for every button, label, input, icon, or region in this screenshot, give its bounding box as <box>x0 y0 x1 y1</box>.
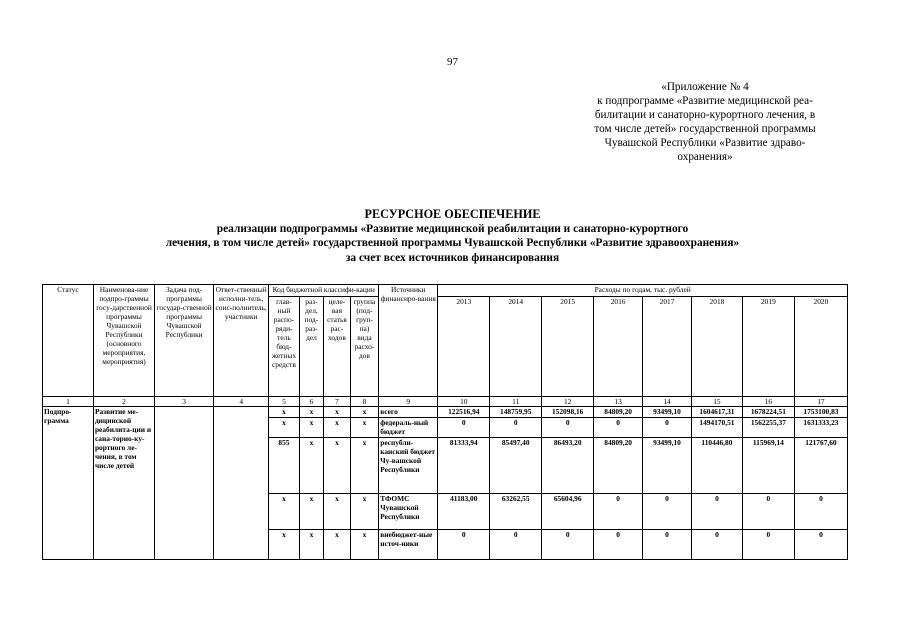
value-cell: 0 <box>643 494 692 530</box>
appendix-line: том числе детей» государственной программы <box>594 123 816 135</box>
value-cell: 0 <box>542 530 594 560</box>
value-cell: 84809,20 <box>594 438 643 494</box>
code-main-cell: x <box>269 418 300 438</box>
col-number: 7 <box>324 397 350 407</box>
code-section-cell: x <box>299 530 323 560</box>
col-number: 2 <box>93 397 154 407</box>
header-sources: Источники финансиро-вания <box>379 285 438 397</box>
header-code-section: раз-дел, под-раз-дел <box>299 297 323 397</box>
code-target-cell: x <box>324 494 350 530</box>
table-row <box>43 407 848 418</box>
col-number: 16 <box>742 397 794 407</box>
header-year: 2015 <box>542 297 594 397</box>
header-budget-code: Код бюджетной классифи-кации <box>269 285 379 297</box>
title-line: лечения, в том числе детей» государственной программы Чувашской Республики «Развитие здравоохранения» <box>165 237 740 249</box>
value-cell: 148759,95 <box>490 407 542 418</box>
title-line: за счет всех источников финансирования <box>345 251 560 264</box>
appendix-line: охранения» <box>677 151 733 163</box>
col-number: 10 <box>438 397 490 407</box>
value-cell: 0 <box>643 418 692 438</box>
value-cell: 86493,20 <box>542 438 594 494</box>
value-cell: 121767,60 <box>794 438 847 494</box>
value-cell: 152098,16 <box>542 407 594 418</box>
header-year: 2019 <box>742 297 794 397</box>
col-number: 8 <box>350 397 379 407</box>
code-section-cell: x <box>299 438 323 494</box>
value-cell: 0 <box>691 530 742 560</box>
header-expenses: Расходы по годам, тыс. рублей <box>438 285 848 297</box>
page-number: 97 <box>447 56 458 68</box>
col-number: 14 <box>643 397 692 407</box>
col-number: 6 <box>299 397 323 407</box>
appendix-note <box>560 80 850 164</box>
value-cell: 0 <box>438 530 490 560</box>
header-status: Статус <box>43 285 94 397</box>
appendix-line: «Приложение № 4 <box>661 81 749 93</box>
value-cell: 65604,96 <box>542 494 594 530</box>
col-number: 15 <box>691 397 742 407</box>
document-title <box>0 207 905 265</box>
value-cell: 93499,10 <box>643 438 692 494</box>
code-group-cell: x <box>350 530 379 560</box>
value-cell: 81333,94 <box>438 438 490 494</box>
col-number: 17 <box>794 397 847 407</box>
value-cell: 0 <box>742 494 794 530</box>
value-cell: 0 <box>691 494 742 530</box>
header-code-target: целе-вая статья рас-ходов <box>324 297 350 397</box>
title-line: реализации подпрограммы «Развитие медицинской реабилитации и санаторно-курортного <box>216 222 689 235</box>
value-cell: 1678224,51 <box>742 407 794 418</box>
col-number: 12 <box>542 397 594 407</box>
value-cell: 1631333,23 <box>794 418 847 438</box>
header-year: 2013 <box>438 297 490 397</box>
col-number: 5 <box>269 397 300 407</box>
appendix-line: к подпрограмме «Развитие медицинской реа- <box>597 95 813 107</box>
value-cell: 41183,00 <box>438 494 490 530</box>
value-cell: 0 <box>742 530 794 560</box>
code-target-cell: x <box>324 407 350 418</box>
source-cell: внебюджет-ные источ-ники <box>379 530 438 560</box>
header-code-group: группа (под-груп-па) вида расхо-дов <box>350 297 379 397</box>
value-cell: 85497,40 <box>490 438 542 494</box>
header-task: Задача под-программы государ-ственной программы Чувашской Республики <box>155 285 214 397</box>
column-number-row <box>43 397 848 407</box>
source-cell: ТФОМС Чувашской Республики <box>379 494 438 530</box>
code-group-cell: x <box>350 407 379 418</box>
value-cell: 0 <box>794 530 847 560</box>
value-cell: 0 <box>438 418 490 438</box>
status-cell: Подпро-грамма <box>43 407 94 560</box>
responsible-cell <box>214 407 269 560</box>
code-main-cell: x <box>269 530 300 560</box>
value-cell: 0 <box>490 418 542 438</box>
code-target-cell: x <box>324 438 350 494</box>
value-cell: 0 <box>594 530 643 560</box>
header-year: 2016 <box>594 297 643 397</box>
code-group-cell: x <box>350 418 379 438</box>
col-number: 11 <box>490 397 542 407</box>
value-cell: 0 <box>643 530 692 560</box>
source-cell: федераль-ный бюджет <box>379 418 438 438</box>
header-code-main: глав-ный распо-ряди-тель бюд-жетных средств <box>269 297 300 397</box>
col-number: 13 <box>594 397 643 407</box>
source-cell: республи-канский бюджет Чу-вашской Республики <box>379 438 438 494</box>
value-cell: 0 <box>594 418 643 438</box>
code-section-cell: x <box>299 407 323 418</box>
program-name-cell: Развитие ме-дицинской реабилита-ции и сана-торно-ку-рортного ле-чения, в том числе детей <box>93 407 154 560</box>
header-year: 2017 <box>643 297 692 397</box>
value-cell: 0 <box>490 530 542 560</box>
code-target-cell: x <box>324 530 350 560</box>
col-number: 3 <box>155 397 214 407</box>
code-section-cell: x <box>299 418 323 438</box>
source-cell: всего <box>379 407 438 418</box>
value-cell: 0 <box>794 494 847 530</box>
header-year: 2014 <box>490 297 542 397</box>
header-year: 2018 <box>691 297 742 397</box>
code-main-cell: x <box>269 494 300 530</box>
code-section-cell: x <box>299 494 323 530</box>
value-cell: 63262,55 <box>490 494 542 530</box>
task-cell <box>155 407 214 560</box>
value-cell: 93499,10 <box>643 407 692 418</box>
code-main-cell: x <box>269 407 300 418</box>
code-main-cell: 855 <box>269 438 300 494</box>
value-cell: 122516,94 <box>438 407 490 418</box>
header-row <box>43 285 848 297</box>
value-cell: 84809,20 <box>594 407 643 418</box>
title-main: РЕСУРСНОЕ ОБЕСПЕЧЕНИЕ <box>364 207 541 221</box>
col-number: 4 <box>214 397 269 407</box>
col-number: 9 <box>379 397 438 407</box>
value-cell: 1604617,31 <box>691 407 742 418</box>
col-number: 1 <box>43 397 94 407</box>
value-cell: 0 <box>594 494 643 530</box>
code-group-cell: x <box>350 438 379 494</box>
value-cell: 115969,14 <box>742 438 794 494</box>
value-cell: 110446,80 <box>691 438 742 494</box>
value-cell: 0 <box>542 418 594 438</box>
code-target-cell: x <box>324 418 350 438</box>
value-cell: 1753100,83 <box>794 407 847 418</box>
appendix-line: билитации и санаторно-курортного лечения, в <box>594 109 816 121</box>
header-responsible: Ответ-ственный исполни-тель, соис-полнитель, участники <box>214 285 269 397</box>
appendix-line: Чувашской Республики «Развитие здраво- <box>604 137 806 149</box>
header-year: 2020 <box>794 297 847 397</box>
header-name: Наименова-ние подпро-граммы госу-дарственной программы Чувашской Республики (основного мероприятия, мероприятия) <box>93 285 154 397</box>
value-cell: 1562255,37 <box>742 418 794 438</box>
value-cell: 1494170,51 <box>691 418 742 438</box>
code-group-cell: x <box>350 494 379 530</box>
resource-table <box>42 284 848 560</box>
